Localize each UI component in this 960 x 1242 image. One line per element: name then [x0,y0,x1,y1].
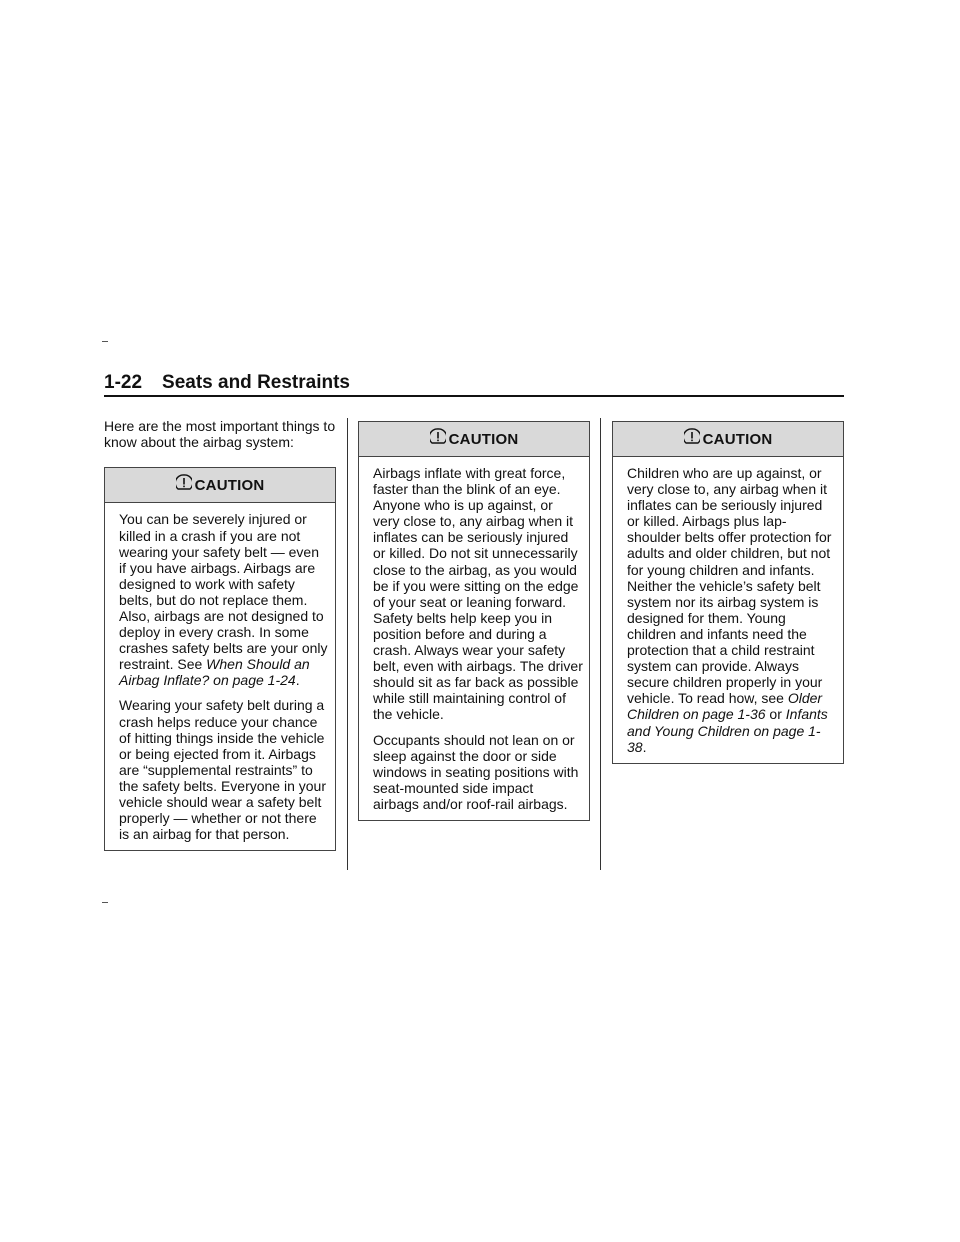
intro-text: Here are the most important things to know about the airbag system: [104,418,336,451]
header-rule [104,395,844,397]
page-reference-link[interactable]: Infants and Young Children on page 1-38 [627,706,828,755]
column-divider-left [347,418,348,870]
caution-paragraph: Wearing your safety belt during a crash helps reduce your chance of hitting things inside the vehicle or being ejected from it. Airbags are “supplemental restraints” to the safety belts. Everyone in your vehicle should wear a safety belt properly — whether or not there is an airbag for that person. [119,697,326,843]
page-reference-link[interactable]: Older Children on page 1-36 [627,690,823,723]
warning-icon [684,427,700,445]
caution-label: CAUTION [194,476,265,494]
caution-label: CAUTION [448,430,519,448]
caution-paragraph: Airbags inflate with great force, faster than the blink of an eye. Anyone who is up against, or very close to, any airbag when it inflates can be seriously injured or killed. Do not sit unnecessarily close to the airbag, as you would be if you were sitting on the edge of your seat or leaning forward. Safety belts help keep you in position before and during a crash. Always wear your safety belt, even with airbags. The driver should sit as far back as possible while still maintaining control of the vehicle. [373,465,583,723]
caution-paragraph [119,511,329,688]
caution-text-mid: or [765,706,786,723]
caution-text: You can be severely injured or killed in a crash if you are not wearing your safety belt — even if you have airbags. Airbags are designed to work with safety belts, but do not replace them. Also, airbags are not designed to deploy in every crash. In some crashes safety belts are your only restraint. See [119,511,328,673]
column-divider-right [600,418,601,870]
page-header [104,372,842,397]
section-title: Seats and Restraints [162,372,350,393]
caution-label: CAUTION [702,430,773,448]
caution-text-end: . [642,738,647,755]
caution-body [105,503,335,850]
column-2 [358,418,590,821]
crop-mark-top [102,341,108,342]
caution-text-end: . [295,672,300,689]
caution-box-3 [612,421,844,764]
caution-box-2 [358,421,590,821]
crop-mark-bottom [102,902,108,903]
warning-icon [430,427,446,445]
caution-header [105,468,335,503]
caution-paragraph [627,465,837,755]
caution-text: Children who are up against, or very close to, any airbag when it inflates can be seriously injured or killed. Airbags plus lap-shoulder belts offer protection for adults and older children, but not for young children and infants. Neither the vehicle’s safety belt system nor its airbag system is designed for them. Young children and infants need the protection that a child restraint system can provide. Always secure children properly in your vehicle. To read how, see [627,465,832,707]
caution-header [613,422,843,457]
page-number: 1-22 [104,372,143,393]
caution-body [613,457,843,763]
page-reference-link[interactable]: When Should an Airbag Inflate? on page 1-24 [119,656,310,689]
caution-paragraph: Occupants should not lean on or sleep against the door or side windows in seating positions with seat-mounted side impact airbags and/or roof-rail airbags. [373,731,579,812]
caution-body [359,457,589,820]
caution-header [359,422,589,457]
caution-box-1 [104,467,336,851]
column-3 [612,418,844,764]
warning-icon [176,473,192,491]
column-1 [104,418,336,851]
